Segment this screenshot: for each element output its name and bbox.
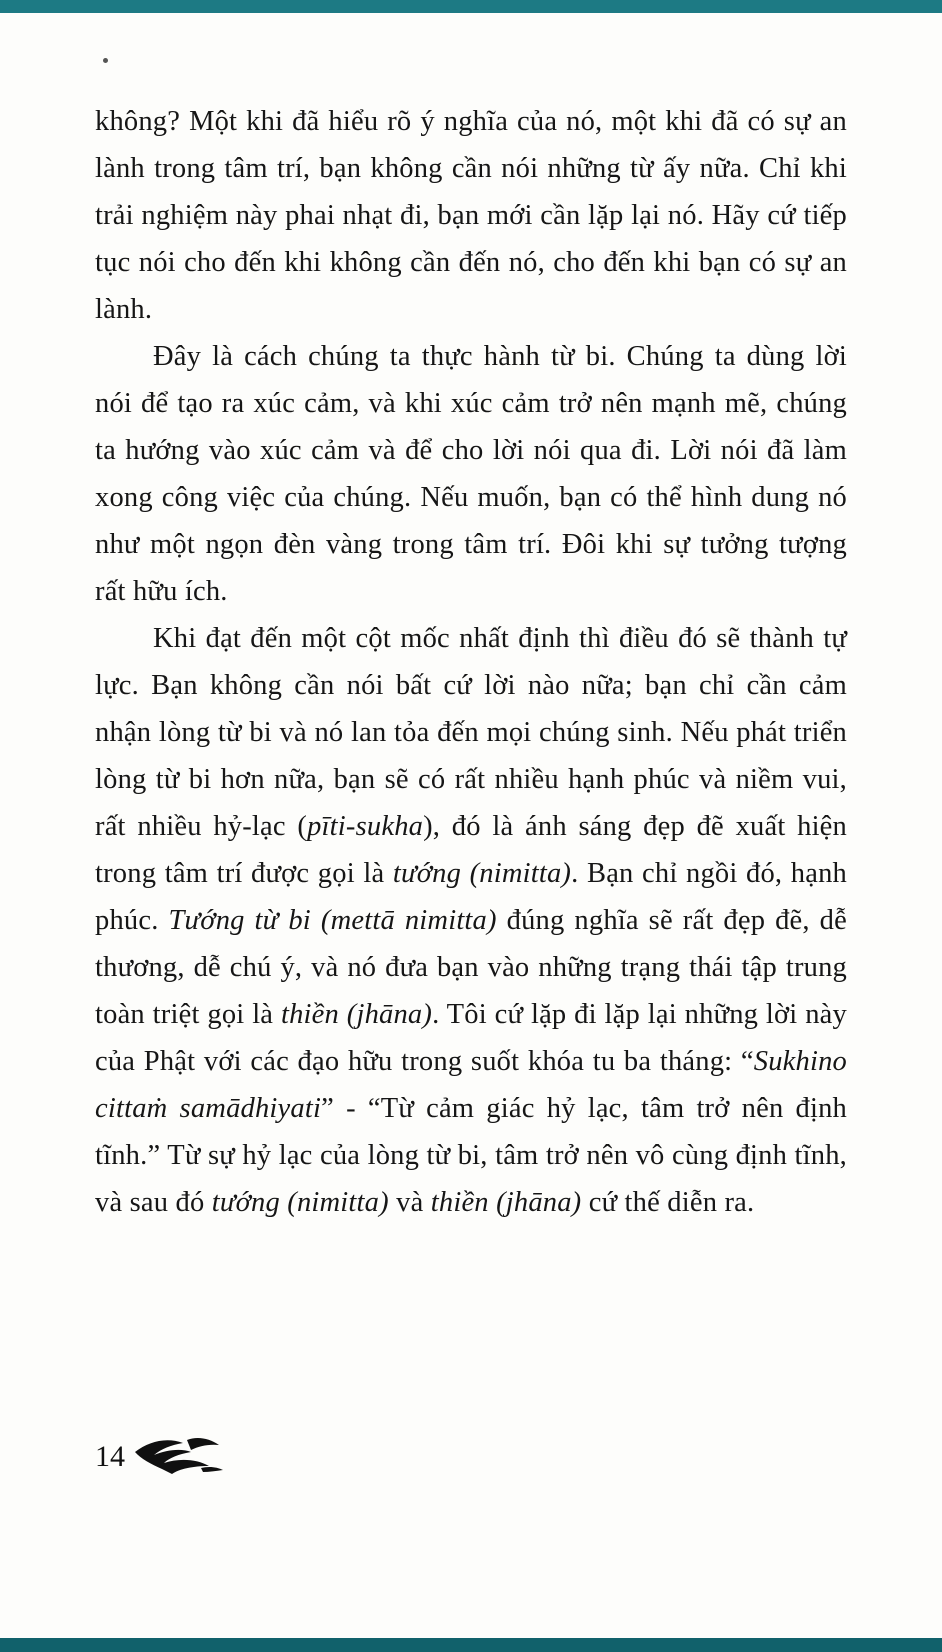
text-run: . Bạn chỉ ngồi đó, hạnh phúc. xyxy=(95,858,847,936)
text-run: thiền (jhāna) xyxy=(280,999,433,1030)
text-run: ” - “Từ cảm giác hỷ lạc, tâm trở nên định tĩnh.” Từ sự hỷ lạc của lòng từ bi, tâm trở nên vô cùng định tĩnh, và sau đó xyxy=(95,1093,847,1218)
text-run: không? Một khi đã hiểu rõ ý nghĩa của nó, một khi đã có sự an lành trong tâm trí, bạn không cần nói những từ ấy nữa. Chỉ khi trải nghiệm này phai nhạt đi, bạn mới cần lặp lại nó. Hãy cứ tiếp tục nói cho đến khi không cần đến nó, cho đến khi bạn có sự an lành. xyxy=(95,106,847,325)
text-run: ), đó là ánh sáng đẹp đẽ xuất hiện trong tâm trí được gọi là xyxy=(95,811,847,889)
text-run: tướng (nimitta) xyxy=(211,1187,389,1218)
text-run: thiền (jhāna) xyxy=(430,1187,582,1218)
text-run: cứ thế diễn ra. xyxy=(581,1187,755,1218)
page-number: 14 xyxy=(95,1439,125,1473)
top-cover-band xyxy=(0,0,942,13)
text-run: tướng (nimitta) xyxy=(392,858,572,889)
paragraph xyxy=(95,98,847,333)
text-run: pīti-sukha xyxy=(307,811,424,842)
page-footer xyxy=(95,1432,227,1481)
paragraph xyxy=(95,615,847,1226)
text-run: Sukhino cittaṁ samādhiyati xyxy=(95,1046,847,1124)
text-run: Tướng từ bi (mettā nimitta) xyxy=(168,905,497,936)
paragraph xyxy=(95,333,847,615)
text-run: Khi đạt đến một cột mốc nhất định thì điều đó sẽ thành tự lực. Bạn không cần nói bất cứ lời nào nữa; bạn chỉ cần cảm nhận lòng từ bi và nó lan tỏa đến mọi chúng sinh. Nếu phát triển lòng từ bi hơn nữa, bạn sẽ có rất nhiều hạnh phúc và niềm vui, rất nhiều hỷ-lạc ( xyxy=(95,623,847,842)
text-run: đúng nghĩa sẽ rất đẹp đẽ, dễ thương, dễ chú ý, và nó đưa bạn vào những trạng thái tập trung toàn triệt gọi là xyxy=(95,905,847,1030)
text-run: và xyxy=(388,1187,431,1218)
ink-flourish-icon xyxy=(131,1436,227,1481)
text-run: . Tôi cứ lặp đi lặp lại những lời này của Phật với các đạo hữu trong suốt khóa tu ba tháng: “ xyxy=(95,999,847,1077)
text-run: Đây là cách chúng ta thực hành từ bi. Chúng ta dùng lời nói để tạo ra xúc cảm, và khi xúc cảm trở nên mạnh mẽ, chúng ta hướng vào xúc cảm và để cho lời nói qua đi. Lời nói đã làm xong công việc của chúng. Nếu muốn, bạn có thể hình dung nó như một ngọn đèn vàng trong tâm trí. Đôi khi sự tưởng tượng rất hữu ích. xyxy=(95,341,847,607)
text-block xyxy=(95,98,847,1226)
bottom-cover-band xyxy=(0,1638,942,1652)
scan-speck xyxy=(103,58,108,63)
